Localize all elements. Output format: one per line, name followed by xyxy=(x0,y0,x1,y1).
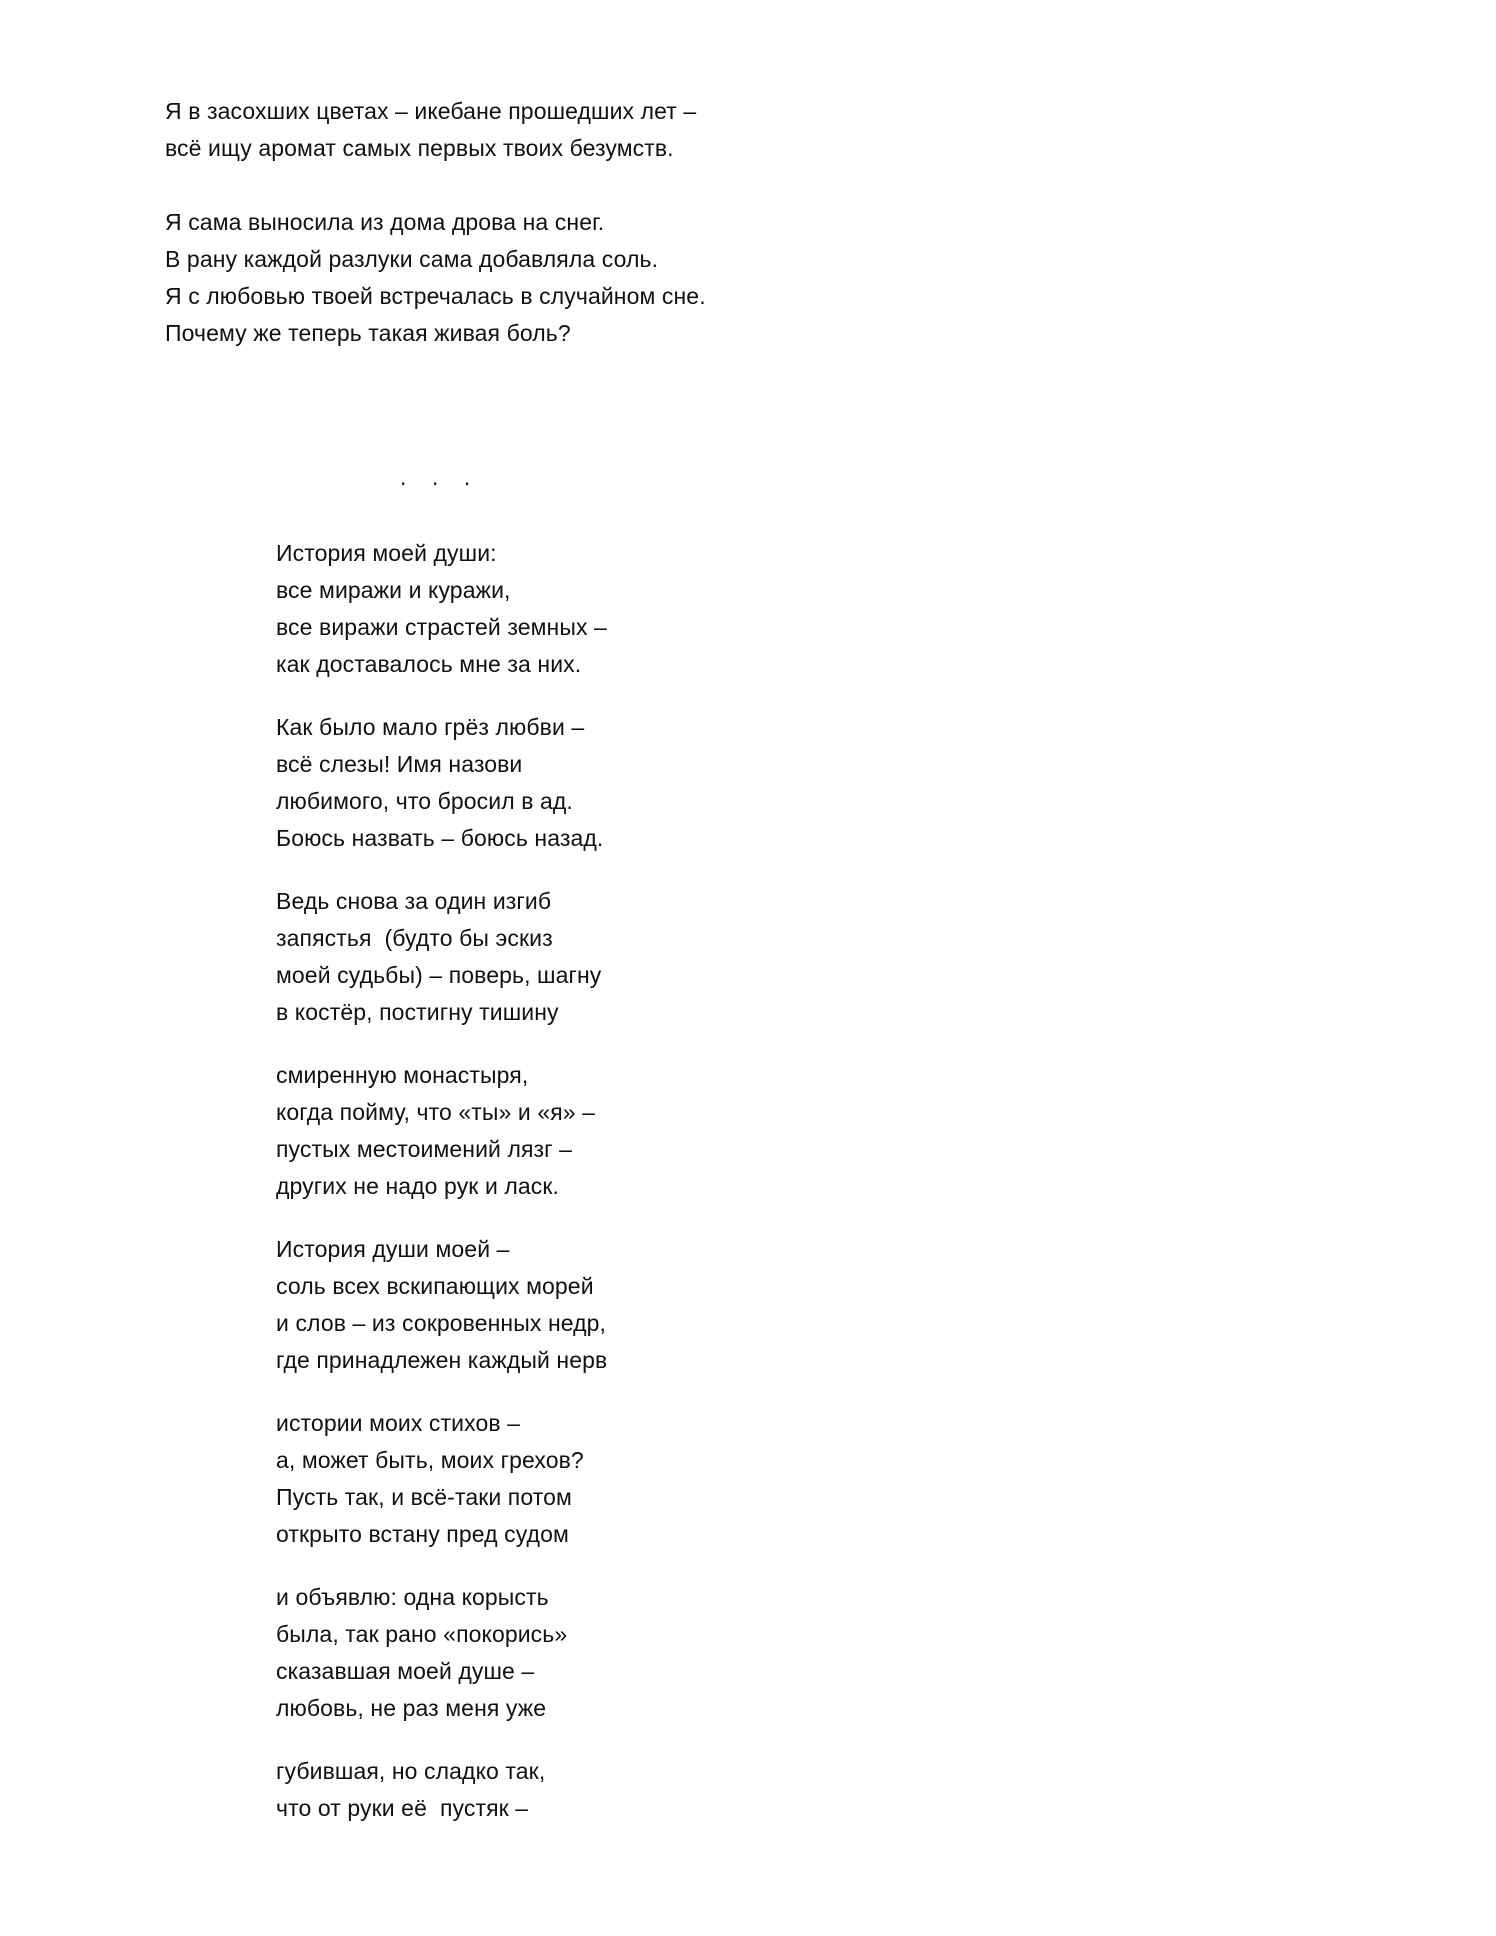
poem-line: губившая, но сладко так, xyxy=(276,1758,546,1784)
poem-line: других не надо рук и ласк. xyxy=(276,1173,560,1199)
stanza xyxy=(276,1405,607,1553)
poem-line: смиренную монастыря, xyxy=(276,1062,529,1088)
poem-line: как доставалось мне за них. xyxy=(276,651,582,677)
poem-line: Я с любовью твоей встречалась в случайном сне. xyxy=(165,283,706,309)
poem-line: всё ищу аромат самых первых твоих безумств. xyxy=(165,135,674,161)
stanza xyxy=(276,1753,607,1827)
poem-line: Боюсь назвать – боюсь назад. xyxy=(276,825,604,851)
poem-line: В рану каждой разлуки сама добавляла соль. xyxy=(165,246,659,272)
poem-line: а, может быть, моих грехов? xyxy=(276,1447,584,1473)
poem-line: и объявлю: одна корысть xyxy=(276,1584,549,1610)
stanza xyxy=(276,1579,607,1727)
poem-body xyxy=(276,535,607,1853)
poem-line: пустых местоимений лязг – xyxy=(276,1136,573,1162)
poem-line: сказавшая моей душе – xyxy=(276,1658,535,1684)
poem-line: в костёр, постигну тишину xyxy=(276,999,559,1025)
stanza xyxy=(276,883,607,1031)
stanza xyxy=(276,535,607,683)
poem-line: Как было мало грёз любви – xyxy=(276,714,585,740)
poem-line: всё слезы! Имя назови xyxy=(276,751,523,777)
poem-line: соль всех вскипающих морей xyxy=(276,1273,594,1299)
poem-line: Я в засохших цветах – икебане прошедших лет – xyxy=(165,98,697,124)
poem-line: когда пойму, что «ты» и «я» – xyxy=(276,1099,596,1125)
poem-line: любимого, что бросил в ад. xyxy=(276,788,573,814)
previous-poem-fragment xyxy=(165,93,706,389)
poem-line: и слов – из сокровенных недр, xyxy=(276,1310,607,1336)
stanza xyxy=(165,93,706,167)
stanza xyxy=(276,709,607,857)
stanza xyxy=(276,1057,607,1205)
poem-line: запястья (будто бы эскиз xyxy=(276,925,553,951)
poem-line: все виражи страстей земных – xyxy=(276,614,607,640)
poem-line: истории моих стихов – xyxy=(276,1410,521,1436)
poem-line: все миражи и куражи, xyxy=(276,577,511,603)
stanza xyxy=(276,1231,607,1379)
poem-line: История души моей – xyxy=(276,1236,510,1262)
poem-line: где принадлежен каждый нерв xyxy=(276,1347,608,1373)
poem-line: что от руки её пустяк – xyxy=(276,1795,529,1821)
section-divider: . . . xyxy=(400,464,471,490)
poem-line: История моей души: xyxy=(276,540,497,566)
poem-line: Ведь снова за один изгиб xyxy=(276,888,552,914)
stanza xyxy=(165,204,706,352)
poem-line: была, так рано «покорись» xyxy=(276,1621,568,1647)
poem-line: Почему же теперь такая живая боль? xyxy=(165,320,571,346)
poem-line: открыто встану пред судом xyxy=(276,1521,569,1547)
poem-line: моей судьбы) – поверь, шагну xyxy=(276,962,602,988)
poem-line: Я сама выносила из дома дрова на снег. xyxy=(165,209,605,235)
poem-line: любовь, не раз меня уже xyxy=(276,1695,547,1721)
poem-line: Пусть так, и всё-таки потом xyxy=(276,1484,572,1510)
